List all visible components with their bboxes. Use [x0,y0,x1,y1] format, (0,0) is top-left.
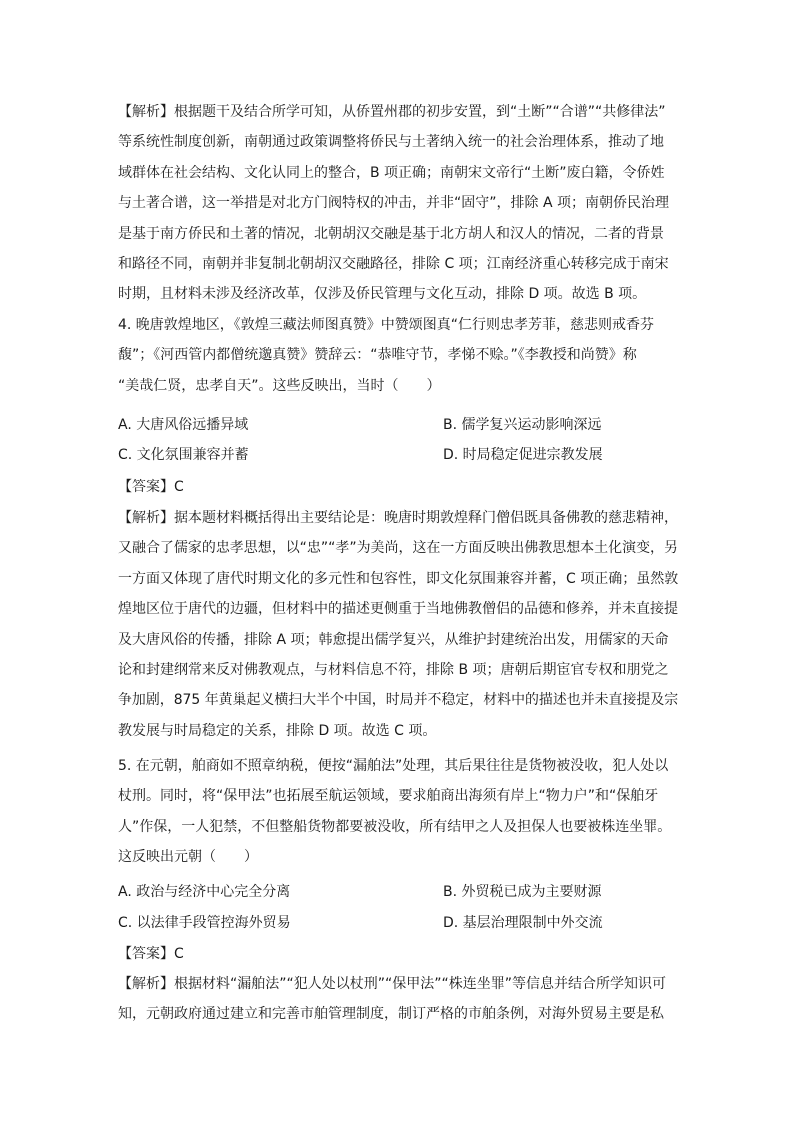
question-line: 5. 在元朝，舶商如不照章纳税，便按“漏舶法”处理，其后果往往是货物被没收，犯人处以 [118,758,669,774]
q4-answer: 【答案】C [118,479,184,495]
analysis-line: 是基于南方侨民和土著的情况，北朝胡汉交融是基于北方胡人和汉人的情况，二者的背景 [118,225,664,242]
analysis-line: 等系统性制度创新，南朝通过政策调整将侨民与土著纳入统一的社会治理体系，推动了地 [118,134,664,151]
q4-option-a: A. 大唐风俗远播异域 [118,417,249,433]
analysis-line: 煌地区位于唐代的边疆，但材料中的描述更侧重于当地佛教僧侣的品德和修养，并未直接提 [118,601,678,618]
q5-option-d: D. 基层治理限制中外交流 [443,915,603,931]
analysis-line: 时期，且材料未涉及经济改革，仅涉及侨民管理与文化互动，排除 D 项。故选 B 项。 [118,286,647,303]
analysis-line: 【解析】据本题材料概括得出主要结论是：晚唐时期敦煌释门僧侣既具备佛教的慈悲精神， [118,510,678,526]
q4-option-d: D. 时局稳定促进宗教发展 [443,447,603,463]
analysis-line: 又融合了儒家的忠孝思想，以“忠”“孝”为美尚，这在一方面反映出佛教思想本土化演变，另 [118,540,679,557]
question-line: 4. 晚唐敦煌地区，《敦煌三藏法师图真赞》中赞颂图真“仁行则忠孝芳菲，慈悲则戒香芬 [118,317,655,333]
analysis-line: 及大唐风俗的传播，排除 A 项；韩愈提出儒学复兴，从维护封建统治出发，用儒家的天命 [118,631,669,648]
q4-stem [118,310,678,401]
analysis-line: 一方面又体现了唐代时期文化的多元性和包容性，即文化氛围兼容并蓄，C 项正确；虽然敦 [118,570,679,587]
q5-option-b: B. 外贸税已成为主要财源 [443,884,602,900]
q3-analysis [118,97,678,310]
question-line: 杖刑。同时，将“保甲法”也拓展至航运领域，要求舶商出海须有岸上“物力户”和“保舶牙 [118,788,659,805]
analysis-line: 争加剧，875 年黄巢起义横扫大半个中国，时局并不稳定，材料中的描述也并未直接提及宗 [118,692,679,709]
q4-option-b: B. 儒学复兴运动影响深远 [443,417,602,433]
q5-option-a: A. 政治与经济中心完全分离 [118,884,291,900]
question-line: “美哉仁贤，忠孝自天”。这些反映出，当时（ ） [118,377,441,394]
analysis-line: 和路径不同，南朝并非复制北朝胡汉交融路径，排除 C 项；江南经济重心转移完成于南宋 [118,256,669,273]
question-line: 这反映出元朝（ ） [118,849,258,866]
analysis-line: 教发展与时局稳定的关系，排除 D 项。故选 C 项。 [118,722,437,739]
analysis-line: 知，元朝政府通过建立和完善市舶管理制度，制订严格的市舶条例，对海外贸易主要是私 [118,1006,664,1023]
question-line: 人”作保，一人犯禁，不但整船货物都要被没收，所有结甲之人及担保人也要被株连坐罪。 [118,818,672,835]
q5-option-c: C. 以法律手段管控海外贸易 [118,915,291,931]
analysis-line: 【解析】根据题干及结合所学可知，从侨置州郡的初步安置，到“土断”“合谱”“共修律法” [118,104,666,120]
q5-answer: 【答案】C [118,946,184,962]
q5-stem [118,751,678,873]
q4-analysis [118,503,678,746]
analysis-line: 域群体在社会结构、文化认同上的整合，B 项正确；南朝宋文帝行“土断”废白籍，令侨姓 [118,164,665,181]
q4-option-c: C. 文化氛围兼容并蓄 [118,447,249,463]
analysis-line: 论和封建纲常来反对佛教观点，与材料信息不符，排除 B 项；唐朝后期宦官专权和朋党之 [118,662,669,679]
analysis-line: 【解析】根据材料“漏舶法”“犯人处以杖刑”“保甲法”“株连坐罪”等信息并结合所学知识可 [118,976,667,992]
q5-analysis [118,969,678,1030]
analysis-line: 与土著合谱，这一举措是对北方门阀特权的冲击，并非“固守”，排除 A 项；南朝侨民治理 [118,195,669,212]
question-line: 馥”；《河西管内都僧统邈真赞》赞辞云：“恭唯守节，孝悌不赊。”《李教授和尚赞》称 [118,347,637,364]
